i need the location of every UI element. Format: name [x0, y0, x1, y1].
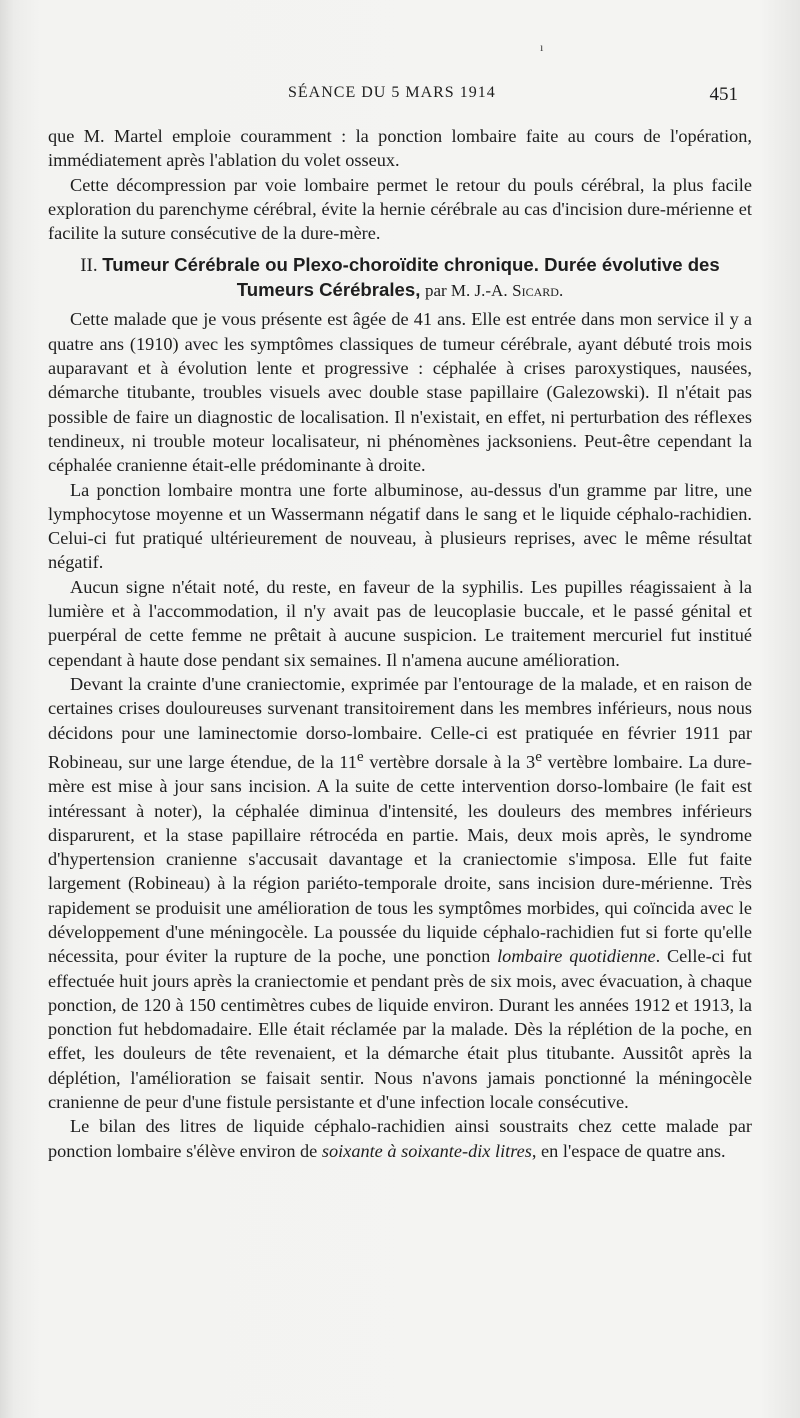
page-body — [48, 124, 752, 1163]
paragraph-decompression: Cette décompression par voie lombaire permet le retour du pouls cérébral, la plus facile exploration du parenchyme cérébral, évite la hernie cérébrale au cas d'incision dure-mérienne et facilite la suture consécutive de la dure-mère. — [48, 174, 752, 244]
craniectomy-text-2: vertèbre dorsale à la 3 — [363, 751, 536, 772]
superscript-2: e — [535, 747, 542, 765]
section-number: II. — [80, 255, 98, 277]
paragraph-syphilis: Aucun signe n'était noté, du reste, en faveur de la syphilis. Les pupilles réagissaient à la lumière et à l'accommodation, il n'y avait pas de leucoplasie buccale, et le passé génital et puerpéral de cette femme ne prêtait à aucune suspicion. Le traitement mercuriel fut institué cependant à haute dose pendant six semaines. Il n'amena aucune amélioration. — [48, 576, 752, 670]
section-heading — [48, 253, 752, 303]
craniectomy-italic: lombaire quotidienne — [497, 946, 656, 967]
author-prefix: par M. J.-A. — [424, 281, 508, 301]
paragraph-continued: que M. Martel emploie couramment : la ponction lombaire faite au cours de l'opération, immédiatement après l'ablation du volet osseux. — [48, 126, 752, 171]
page-header — [48, 84, 738, 114]
craniectomy-text-3: vertèbre lombaire. La dure-mère est mise à jour sans incision. A la suite de cette intervention dorso-lombaire (le fait est intéressant à noter), la céphalée diminua d'intensité, les douleurs des membres inférieurs disparurent, et la stase papillaire rétrocéda en partie. Mais, deux mois après, le syndrome d'hypertension cranienne s'accusait davantage et la craniectomie s'imposa. Elle fut faite largement (Robineau) à la région pariéto-temporale droite, sans incision dure-mérienne. Très rapidement se produisit une amélioration de tous les symptômes morbides, qui coïncida avec le développement d'une méningocèle. La poussée du liquide céphalo-rachidien fut si forte qu'elle nécessita, pour éviter la rupture de la poche, une ponction — [48, 751, 752, 967]
paragraph-case-presentation: Cette malade que je vous présente est âgée de 41 ans. Elle est entrée dans mon service il y a quatre ans (1910) avec les symptômes classiques de tumeur cérébrale, ayant débuté trois mois auparavant et à évolution lente et progressive : céphalée à crises paroxystiques, nausées, démarche titubante, troubles visuels avec double stase papillaire (Galezowski). Il n'était pas possible de faire un diagnostic de localisation. Il n'existait, en effet, ni perturbation des réflexes tendineux, ni trouble moteur localisateur, ni phénomènes jacksoniens. Peut-être cependant la céphalée cranienne était-elle prédominante à droite. — [48, 309, 752, 476]
page-number: 451 — [709, 84, 738, 105]
paragraph-craniectomy — [48, 672, 752, 1114]
summary-text-2: , en l'espace de quatre ans. — [531, 1140, 726, 1161]
craniectomy-text-1: Devant la crainte d'une craniectomie, exprimée par l'entourage de la malade, et en raison de certaines crises douloureuses survenant transitoirement dans les membres inférieurs, nous nous décidons pour une laminectomie dorso-lombaire. Celle-ci est pratiquée en février 1911 par Robineau, sur une large étendue, de la 11 — [48, 673, 752, 772]
section-title: Tumeur Cérébrale ou Plexo-choroïdite chronique. Durée évolutive des Tumeurs Cérébrales, — [102, 254, 720, 301]
author-name: Sicard. — [512, 281, 564, 301]
superscript-1: e — [356, 747, 364, 765]
paragraph-lumbar-puncture: La ponction lombaire montra une forte albuminose, au-dessus d'un gramme par litre, une lymphocytose moyenne et un Wassermann négatif dans le sang et le liquide céphalo-rachidien. Celui-ci fut pratiqué ultérieurement de nouveau, à plusieurs reprises, avec le même résultat négatif. — [48, 479, 752, 573]
craniectomy-text-4: . Celle-ci fut effectuée huit jours après la craniectomie et pendant près de six mois, avec évacuation, à chaque ponction, de 120 à 150 centimètres cubes de liquide environ. Durant les années 1912 et 1913, la ponction fut hebdomadaire. Elle était réclamée par la malade. Dès la réplétion de la poche, en effet, les douleurs de tête revenaient, et la démarche était plus titubante. Aussitôt après la déplétion, l'amélioration se faisait sentir. Nous n'avons jamais ponctionné la méningocèle cranienne de peur d'une fistule persistante et d'une infection locale consécutive. — [48, 946, 752, 1113]
running-head: SÉANCE DU 5 MARS 1914 — [288, 84, 496, 101]
summary-text-1: Le bilan des litres de liquide céphalo-rachidien ainsi soustraits chez cette malade par ponction lombaire s'élève environ de — [48, 1116, 752, 1161]
margin-tick-mark: ı — [540, 40, 544, 54]
paragraph-summary — [48, 1114, 752, 1163]
summary-italic: soixante à soixante-dix litres — [321, 1140, 532, 1161]
